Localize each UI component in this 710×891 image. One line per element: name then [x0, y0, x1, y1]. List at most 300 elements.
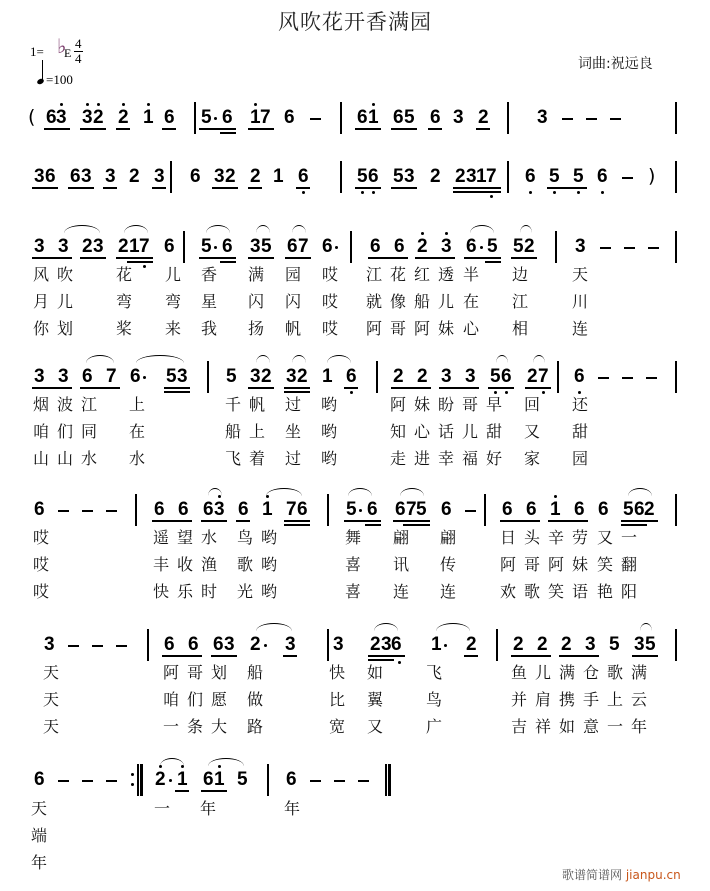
repeat-barline-thick	[140, 764, 143, 796]
note: 6	[213, 634, 224, 655]
lyric-char: 水	[201, 528, 218, 547]
lyric-char: 着	[249, 449, 266, 468]
lyric-char: 儿	[165, 265, 182, 284]
note: 1	[550, 499, 561, 520]
underline-beam	[393, 520, 430, 522]
note: 7	[106, 366, 117, 387]
note: 3	[250, 366, 261, 387]
note: 2	[417, 236, 428, 257]
note: 6	[395, 499, 406, 520]
lyric-char: 花	[390, 265, 407, 284]
underline-beam	[547, 187, 587, 189]
barline	[507, 102, 509, 134]
note: 6	[441, 499, 452, 520]
lyric-char: 们	[187, 690, 204, 709]
lyric-char: 哎	[322, 292, 339, 311]
augmentation-dot	[359, 509, 362, 512]
note: 3	[537, 107, 548, 128]
sustain-dash	[58, 510, 69, 512]
note: 2	[455, 166, 466, 187]
underline-beam	[211, 655, 237, 657]
lyric-char: 阿	[390, 395, 407, 414]
sustain-dash	[622, 177, 633, 179]
note: 6	[368, 166, 379, 187]
note: 5	[237, 769, 248, 790]
lyric-char: 哟	[261, 555, 278, 574]
note: 1	[129, 236, 140, 257]
underline-beam	[485, 261, 501, 263]
lyric-char: 年	[284, 799, 301, 818]
barline	[484, 494, 486, 526]
note: 7	[538, 366, 549, 387]
lyric-char: 过	[285, 449, 302, 468]
note: 3	[44, 634, 55, 655]
lyric-char: 月	[33, 292, 50, 311]
note: 6	[525, 166, 536, 187]
note: 3	[381, 634, 392, 655]
underline-beam	[391, 187, 417, 189]
note: 6	[82, 366, 93, 387]
composer-credit: 词曲:祝远良	[578, 56, 653, 72]
lyric-char: 福	[462, 449, 479, 468]
note: 3	[441, 366, 452, 387]
lyric-char: 宽	[329, 717, 346, 736]
lyric-char: 园	[572, 449, 589, 468]
lyric-char: 笑	[597, 555, 614, 574]
note: 5	[201, 107, 212, 128]
lyric-char: 透	[438, 265, 455, 284]
sustain-dash	[116, 645, 127, 647]
barline	[327, 629, 329, 661]
note: 6	[502, 499, 513, 520]
lyric-char: 飞	[225, 449, 242, 468]
augmentation-dot	[169, 779, 172, 782]
barline	[675, 494, 677, 526]
lyric-char: 哥	[462, 395, 479, 414]
note: 5	[490, 366, 501, 387]
lyric-char: 仓	[583, 663, 600, 682]
note: 6	[188, 634, 199, 655]
lyric-char: 闪	[285, 292, 302, 311]
note: 2	[466, 634, 477, 655]
lyric-char: 哟	[321, 395, 338, 414]
watermark-cn: 歌谱简谱网	[562, 868, 623, 882]
note: 2	[118, 107, 129, 128]
lyric-char: 祥	[535, 717, 552, 736]
lyric-char: 在	[129, 422, 146, 441]
lyric-char: 喜	[345, 582, 362, 601]
lyric-char: 丰	[153, 555, 170, 574]
lyric-char: 江	[512, 292, 529, 311]
note: 5	[261, 236, 272, 257]
underline-beam	[248, 187, 262, 189]
note: 1	[368, 107, 379, 128]
lyric-char: 哎	[33, 555, 50, 574]
note: 1	[250, 107, 261, 128]
sustain-dash	[92, 645, 103, 647]
note: 5	[487, 236, 498, 257]
underline-beam	[116, 128, 130, 130]
lyric-char: 江	[81, 395, 98, 414]
underline-beam	[116, 257, 153, 259]
lyric-char: 舞	[345, 528, 362, 547]
lyric-char: 还	[572, 395, 589, 414]
note: 6	[367, 499, 378, 520]
note: 6	[501, 366, 512, 387]
lyric-char: 心	[463, 319, 480, 338]
note: 6	[222, 107, 233, 128]
lyric-char: 头	[524, 528, 541, 547]
lyric-char: 哎	[322, 265, 339, 284]
lyric-char: 做	[247, 690, 264, 709]
sustain-dash	[58, 780, 69, 782]
underline-beam	[199, 128, 236, 130]
barline	[267, 764, 269, 796]
note: 2	[82, 236, 93, 257]
lyric-char: 一	[607, 717, 624, 736]
underline-beam	[175, 790, 189, 792]
barline	[675, 102, 677, 134]
note: 5	[166, 366, 177, 387]
sustain-dash	[310, 780, 321, 782]
underline-beam	[368, 655, 405, 657]
lyric-char: 哥	[524, 555, 541, 574]
note: 3	[286, 366, 297, 387]
slur-arc	[86, 355, 114, 363]
note: 2	[513, 634, 524, 655]
slur-arc	[256, 225, 270, 233]
song-title: 风吹花开香满园	[278, 10, 432, 34]
note: 6	[598, 499, 609, 520]
lyric-char: 连	[393, 582, 410, 601]
underline-beam	[453, 187, 501, 189]
lyric-char: 愿	[211, 690, 228, 709]
lyric-char: 连	[440, 582, 457, 601]
note: 5	[416, 499, 427, 520]
note: 3	[441, 236, 452, 257]
slur-arc	[124, 225, 148, 233]
lyric-char: 如	[367, 663, 384, 682]
lyric-char: 光	[237, 582, 254, 601]
low-octave-dot	[529, 191, 532, 194]
underline-beam	[68, 187, 94, 189]
lyric-char: 喜	[345, 555, 362, 574]
lyric-char: 千	[225, 395, 242, 414]
low-octave-dot	[490, 195, 493, 198]
note: 3	[34, 236, 45, 257]
lyric-char: 时	[201, 582, 218, 601]
slur-arc	[256, 623, 292, 631]
note: 6	[574, 366, 585, 387]
sustain-dash	[106, 780, 117, 782]
barline	[675, 231, 677, 263]
lyric-char: 天	[43, 663, 60, 682]
final-barline-thick	[388, 764, 391, 796]
lyric-char: 同	[81, 422, 98, 441]
note: 5	[357, 166, 368, 187]
lyric-char: 边	[512, 265, 529, 284]
underline-beam	[32, 187, 58, 189]
note: 6	[298, 166, 309, 187]
slur-arc	[640, 623, 652, 631]
lyric-char: 日	[500, 528, 517, 547]
note: 3	[404, 166, 415, 187]
note: 2	[561, 634, 572, 655]
sustain-dash	[106, 510, 117, 512]
underline-beam	[548, 520, 588, 522]
underline-beam	[285, 257, 311, 259]
lyric-char: 快	[329, 663, 346, 682]
lyric-char: 大	[211, 717, 228, 736]
underline-beam	[368, 257, 408, 259]
lyric-char: 知	[390, 422, 407, 441]
augmentation-dot	[143, 376, 146, 379]
high-octave-dot	[445, 232, 448, 235]
note: 1	[476, 166, 487, 187]
lyric-char: 吉	[511, 717, 528, 736]
underline-beam	[511, 655, 551, 657]
lyric-char: 天	[43, 717, 60, 736]
lyric-char: 好	[486, 449, 503, 468]
note: 5	[623, 499, 634, 520]
note: 3	[34, 166, 45, 187]
lyric-char: 半	[463, 265, 480, 284]
lyric-char: 劳	[572, 528, 589, 547]
note: 7	[298, 236, 309, 257]
note: 6	[190, 166, 201, 187]
note: 6	[70, 166, 81, 187]
lyric-char: 歌	[524, 582, 541, 601]
lyric-char: 渔	[201, 555, 218, 574]
low-octave-dot	[398, 661, 401, 664]
lyric-char: 连	[572, 319, 589, 338]
lyric-char: 山	[57, 449, 74, 468]
lyric-char: 哥	[390, 319, 407, 338]
lyric-char: 来	[165, 319, 182, 338]
note: 6	[393, 107, 404, 128]
lyric-char: 并	[511, 690, 528, 709]
note: 3	[250, 236, 261, 257]
lyric-char: 又	[367, 717, 384, 736]
barline	[557, 361, 559, 393]
bracket: )	[648, 165, 656, 187]
augmentation-dot	[480, 246, 483, 249]
sustain-dash	[82, 780, 93, 782]
lyric-char: 咱	[163, 690, 180, 709]
lyric-char: 端	[31, 826, 48, 845]
high-octave-dot	[86, 103, 89, 106]
sustain-dash	[358, 780, 369, 782]
slur-arc	[496, 355, 508, 363]
lyric-char: 阿	[548, 555, 565, 574]
sustain-dash	[465, 510, 476, 512]
high-octave-dot	[147, 103, 150, 106]
note: 6	[322, 236, 333, 257]
slur-arc	[374, 623, 398, 631]
barline	[194, 102, 196, 134]
underline-beam	[284, 524, 310, 526]
underline-beam	[525, 387, 551, 389]
lyric-char: 笑	[548, 582, 565, 601]
lyric-char: 阿	[163, 663, 180, 682]
lyric-char: 鱼	[511, 663, 528, 682]
underline-beam	[236, 520, 250, 522]
lyric-char: 满	[631, 663, 648, 682]
slur-arc	[348, 488, 372, 496]
underline-beam	[391, 387, 431, 389]
barline	[675, 161, 677, 193]
lyric-char: 烟	[33, 395, 50, 414]
note: 6	[34, 769, 45, 790]
sustain-dash	[310, 118, 321, 120]
lyric-char: 风	[33, 265, 50, 284]
lyric-char: 传	[440, 555, 457, 574]
underline-beam	[344, 520, 381, 522]
lyric-char: 哎	[33, 528, 50, 547]
underline-beam	[283, 655, 297, 657]
slur-arc	[206, 225, 230, 233]
high-octave-dot	[372, 103, 375, 106]
note: 3	[453, 107, 464, 128]
underline-beam	[415, 257, 455, 259]
slur-arc	[292, 355, 306, 363]
lyric-char: 划	[57, 319, 74, 338]
note: 6	[634, 499, 645, 520]
slur-arc	[136, 355, 184, 363]
note: 6	[164, 634, 175, 655]
sustain-dash	[562, 118, 573, 120]
lyric-char: 飞	[426, 663, 443, 682]
flat-icon: ♭	[57, 36, 67, 58]
underline-beam	[284, 520, 310, 522]
lyric-char: 川	[572, 292, 589, 311]
note: 5	[226, 366, 237, 387]
lyric-char: 遥	[153, 528, 170, 547]
lyric-char: 广	[426, 717, 443, 736]
note: 5	[645, 634, 656, 655]
high-octave-dot	[421, 232, 424, 235]
barline	[147, 629, 149, 661]
note: 5	[201, 236, 212, 257]
sustain-dash	[598, 377, 609, 379]
note: 6	[286, 769, 297, 790]
note: 2	[250, 166, 261, 187]
lyric-char: 幸	[438, 449, 455, 468]
slur-arc	[327, 355, 351, 363]
lyric-char: 满	[559, 663, 576, 682]
lyric-char: 像	[390, 292, 407, 311]
sustain-dash	[646, 377, 657, 379]
lyric-char: 鸟	[237, 528, 254, 547]
note: 3	[154, 166, 165, 187]
lyric-char: 年	[631, 717, 648, 736]
slur-arc	[628, 488, 652, 496]
note: 6	[45, 166, 56, 187]
slur-arc	[64, 225, 100, 233]
lyric-char: 云	[631, 690, 648, 709]
note: 6	[287, 236, 298, 257]
note: 7	[486, 166, 497, 187]
underline-beam	[199, 257, 236, 259]
underline-beam	[476, 128, 490, 130]
sustain-dash	[68, 645, 79, 647]
note: 6	[34, 499, 45, 520]
note: 7	[286, 499, 297, 520]
slur-arc	[436, 623, 470, 631]
low-octave-dot	[553, 191, 556, 194]
lyric-char: 们	[57, 422, 74, 441]
note: 6	[597, 166, 608, 187]
repeat-barline-thin	[137, 764, 139, 796]
note: 2	[524, 236, 535, 257]
lyric-char: 星	[201, 292, 218, 311]
underline-beam	[152, 520, 192, 522]
underline-beam	[152, 187, 166, 189]
lyric-char: 条	[187, 717, 204, 736]
high-octave-dot	[122, 103, 125, 106]
lyric-char: 回	[524, 395, 541, 414]
final-barline-thin	[385, 764, 387, 796]
lyric-char: 帆	[285, 319, 302, 338]
lyric-char: 家	[524, 449, 541, 468]
lyric-char: 桨	[116, 319, 133, 338]
lyric-char: 上	[129, 395, 146, 414]
repeat-dot	[131, 783, 134, 786]
underline-beam	[355, 187, 381, 189]
note: 1	[177, 769, 188, 790]
barline	[675, 361, 677, 393]
note: 6	[238, 499, 249, 520]
note: 5	[609, 634, 620, 655]
watermark	[562, 866, 681, 883]
note: 3	[575, 236, 586, 257]
lyric-char: 翻	[621, 555, 638, 574]
slur-arc	[160, 758, 184, 766]
note: 6	[154, 499, 165, 520]
note: 5	[404, 107, 415, 128]
slur-arc	[208, 488, 222, 496]
underline-beam	[32, 387, 72, 389]
underline-beam	[248, 257, 274, 259]
note: 2	[118, 236, 129, 257]
barline	[376, 361, 378, 393]
note: 3	[105, 166, 116, 187]
lyric-char: 话	[438, 422, 455, 441]
time-signature-top: 4	[75, 36, 82, 51]
lyric-char: 翼	[367, 690, 384, 709]
note: 3	[56, 107, 67, 128]
note: 2	[417, 366, 428, 387]
lyric-char: 园	[285, 265, 302, 284]
sustain-dash	[622, 377, 633, 379]
lyric-char: 年	[200, 799, 217, 818]
lyric-char: 鸟	[426, 690, 443, 709]
underline-beam	[32, 257, 72, 259]
note: 3	[93, 236, 104, 257]
note: 3	[34, 366, 45, 387]
lyric-char: 儿	[438, 292, 455, 311]
underline-beam	[488, 387, 514, 389]
augmentation-dot	[214, 117, 217, 120]
note: 5	[346, 499, 357, 520]
note: 7	[406, 499, 417, 520]
lyric-char: 手	[583, 690, 600, 709]
lyric-char: 江	[366, 265, 383, 284]
note: 5	[573, 166, 584, 187]
note: 3	[333, 634, 344, 655]
lyric-char: 望	[177, 528, 194, 547]
lyric-char: 辛	[548, 528, 565, 547]
